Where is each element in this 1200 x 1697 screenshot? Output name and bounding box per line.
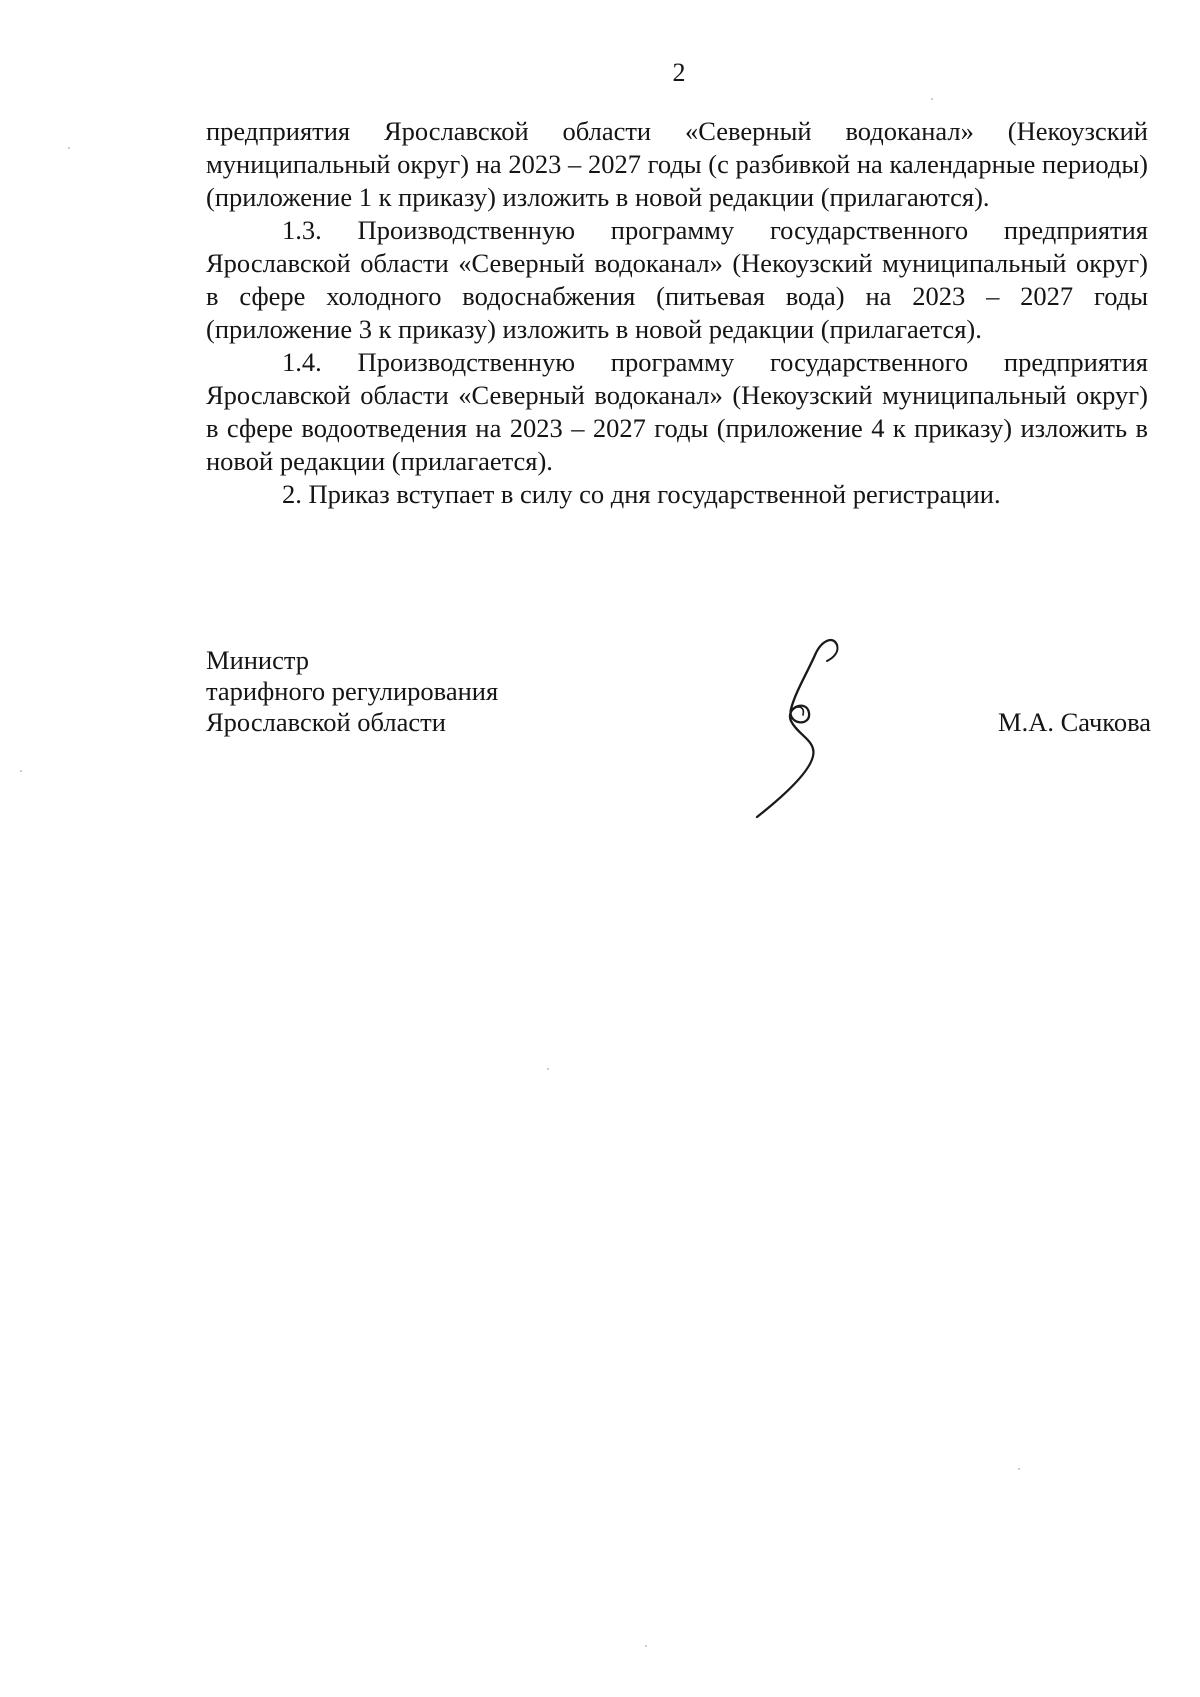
position-line: Ярославской области (206, 707, 446, 737)
scan-speck (547, 1068, 549, 1070)
paragraph-continuation: предприятия Ярославской области «Северный водоканал» (Некоузский муниципальный округ) на 2023 – 2027 годы (с разбивкой на календарные периоды) (приложение 1 к приказу) изложить в новой редакции (прилагаются). (206, 116, 1148, 212)
scan-speck (68, 147, 70, 149)
handwritten-signature (725, 635, 855, 825)
paragraph-item-1-3: 1.3. Производственную программу государственного предприятия Ярославской области «Северный водоканал» (Некоузский муниципальный округ) в сфере холодного водоснабжения (питьевая вода) на 2023 – 2027 годы (приложение 3 к приказу) изложить в новой редакции (прилагается). (206, 215, 1148, 344)
scan-speck (931, 98, 933, 100)
signatory-name: М.А. Сачкова (998, 707, 1151, 737)
scan-speck (20, 770, 22, 772)
scan-speck (645, 1645, 647, 1647)
paragraph-item-1-4: 1.4. Производственную программу государственного предприятия Ярославской области «Северный водоканал» (Некоузский муниципальный округ) в сфере водоотведения на 2023 – 2027 годы (приложение 4 к приказу) изложить в новой редакции (прилагается). (206, 347, 1148, 476)
signatory-position (206, 645, 498, 738)
paragraph-item-2: 2. Приказ вступает в силу со дня государственной регистрации. (282, 479, 1001, 509)
position-line: Министр (206, 645, 310, 675)
position-line: тарифного регулирования (206, 676, 499, 706)
document-body (206, 115, 1148, 511)
page-number: 2 (672, 58, 686, 87)
scan-speck (1018, 1468, 1020, 1470)
